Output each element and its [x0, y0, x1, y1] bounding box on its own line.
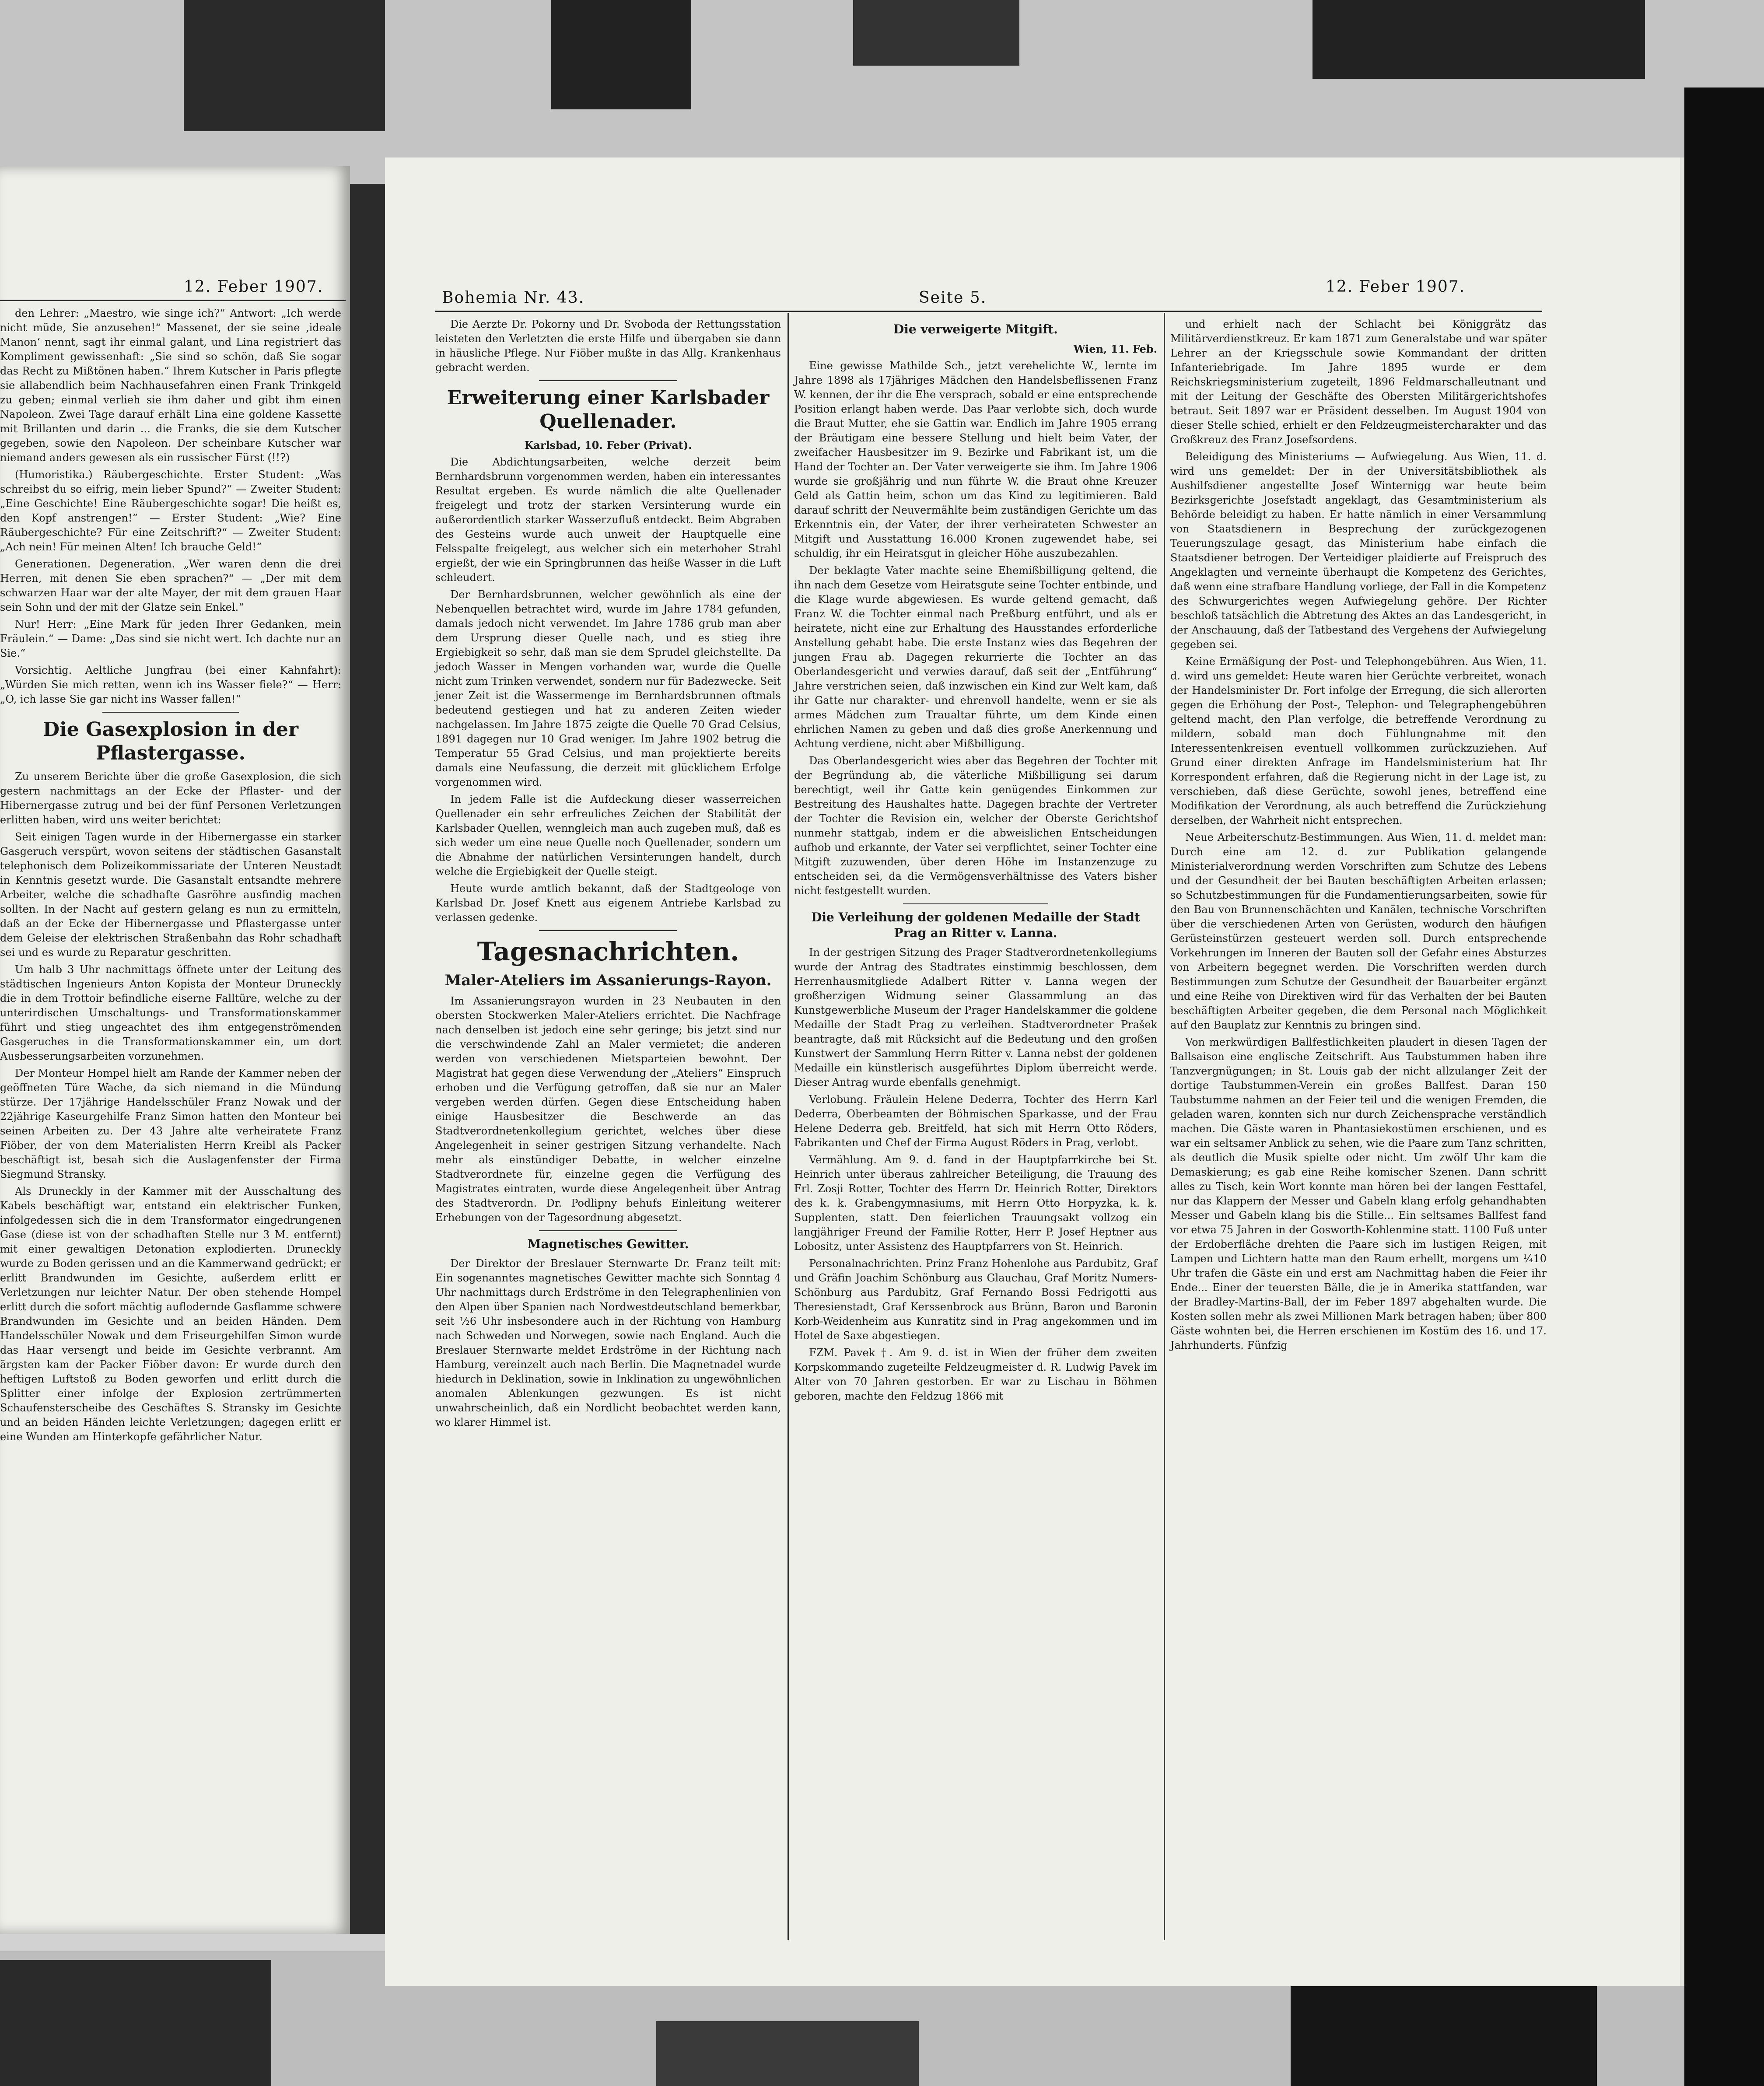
article-paragraph: Beleidigung des Ministeriums — Aufwiegelung. Aus Wien, 11. d. wird uns gemeldet: Der in der Universitätsbibliothek als Aushilfsdiener angestellte Josef Winternigg war heute beim Bezirksgerichte Josefstadt angeklagt, das Gesamtministerium als Behörde beleidigt zu haben. Er hatte nämlich in einer Versammlung von Staatsdienern in Besprechung der zurückgezogenen Teuerungszulage gesagt, das Ministerium habe einfach die Staatsdiener betrogen. Der Verteidiger plaidierte auf Freispruch des Angeklagten und verneinte überhaupt die Kompetenz des Gerichtes, daß wenn eine strafbare Handlung vorliege, der Fall in die Kompetenz des Schwurgerichtes wegen Aufwiegelung gehöre. Der Richter beschloß tatsächlich die Abtretung des Aktes an das Landesgericht, in der Anschauung, daß der Tatbestand des Vergehens der Aufwiegelung gegeben sei. — [1170, 451, 1547, 651]
article-paragraph: Der Direktor der Breslauer Sternwarte Dr. Franz teilt mit: Ein sogenanntes magnetisches Gewitter machte sich Sonntag 4 Uhr nachmittags durch Erdströme in den Telegraphenlinien von den Alpen über Spanien nach Nordwestdeutschland bemerkbar, seit ½6 Uhr insbesondere auch in der Richtung von Hamburg nach Schweden und Norwegen, sowie nach England. Auch die Breslauer Sternwarte meldet Erdströme in der Richtung nach Hamburg, vereinzelt auch nach Berlin. Die Magnetnadel wurde hiedurch in Deklination, sowie in Inklination zu ungewöhnlichen anomalen Ablenkungen gezwungen. Es ist nicht unwahrscheinlich, daß ein Nordlicht beobachtet werden kann, wo klarer Himmel ist. — [435, 1257, 781, 1428]
dark-background-patch — [184, 0, 385, 131]
article-paragraph: Der Bernhardsbrunnen, welcher gewöhnlich als eine der Nebenquellen betrachtet wird, wurde im Jahre 1784 gefunden, damals jedoch nicht verwendet. Im Jahre 1786 grub man aber dem Ursprung dieser Quelle nach, und es stieg ihre Ergiebigkeit so sehr, daß man sie dem Sprudel gleichstellte. Da jedoch Wasser in Mengen vorhanden war, wurde die Quelle nicht zum Trinken verwendet, sondern nur für Badezwecke. Seit jener Zeit ist die Wassermenge im Bernhardsbrunnen oftmals bedeutend gestiegen und hat zu anderen Zeiten wieder nachgelassen. Im Jahre 1875 zeigte die Quelle 70 Grad Celsius, 1891 dagegen nur 10 Grad weniger. Im Jahre 1902 betrug die Temperatur 55 Grad Celsius, und man projektierte bereits damals eine Neufassung, die derzeit mit glücklichem Erfolge vorgenommen wird. — [435, 588, 781, 788]
article-paragraph: Generationen. Degeneration. „Wer waren denn die drei Herren, mit denen Sie eben sprachen?“ — „Der mit dem schwarzen Haar war der alte Mayer, der mit dem grauen Haar sein Sohn und der mit der Glatze sein Enkel.“ — [0, 558, 341, 613]
article-paragraph: Eine gewisse Mathilde Sch., jetzt verehelichte W., lernte im Jahre 1898 als 17jähriges Mädchen den Handelsbeflissenen Franz W. kennen, der ihr die Ehe versprach, sobald er eine entsprechende Position erlangt haben werde. Das Paar verlobte sich, doch wurde die Braut Mutter, ehe sie Gattin war. Endlich im Jahre 1905 errang der Bräutigam eine bessere Stellung und hielt beim Vater, der zweifacher Hausbesitzer im 9. Bezirke und Fabrikant ist, um die Hand der Tochter an. Der Vater verweigerte sie ihm. Im Jahre 1906 wurde sie großjährig und nun führte W. die Braut ohne Kreuzer Geld als Gattin heim, schon um das Kind zu legitimieren. Bald darauf schritt der Neuvermählte beim zuständigen Gerichte um das Erkenntnis ein, der Vater, der ihrer verheirateten Schwester an Mitgift und Ausstattung 16.000 Kronen zugewendet habe, sei schuldig, ihr ein Heiratsgut in gleicher Höhe auszubezahlen. — [794, 360, 1157, 560]
separator — [539, 1230, 677, 1231]
gewitter-title: Magnetisches Gewitter. — [527, 1237, 689, 1251]
article-paragraph: Der beklagte Vater machte seine Ehemißbilligung geltend, die ihn nach dem Gesetze vom Heiratsgute seine Tochter entbinde, und die Klage wurde abgewiesen. Es wurde geltend gemacht, daß Franz W. die Tochter einmal nach Preßburg entführt, und als er heiratete, nicht eine zur Erhaltung des Hausstandes erforderliche Anstellung gehabt habe. Die erste Instanz wies das Begehren der jungen Frau ab. Dagegen rekurrierte die Tochter an das Oberlandesgericht und verwies darauf, daß seit der „Entführung“ Jahre verstrichen seien, daß inzwischen ein Kind zur Welt kam, daß ihr Gatte nur charakter- und ehrenvoll handelte, wenn er sie als armes Mädchen zum Traualtar führte, um dem Kinde einen ehrlichen Namen zu geben und daß dies große Anerkennung und Achtung verdiene, nicht aber Mißbilligung. — [794, 564, 1157, 750]
dark-background-patch — [0, 1960, 271, 2086]
article-paragraph: Vermählung. Am 9. d. fand in der Hauptpfarrkirche bei St. Heinrich unter überaus zahlreicher Beteiligung, die Trauung des Frl. Zosji Rotter, Tochter des Herrn Dr. Heinrich Rotter, Direktors des k. k. Grabengymnasiums, mit Herrn Otto Horpyzka, k. k. Supplenten, statt. Den feierlichen Trauungsakt vollzog ein langjähriger Freund der Familie Rotter, Herr P. Josef Heptner aus Lobositz, unter Assistenz des Hauptpfarrers von St. Heinrich. — [794, 1154, 1157, 1253]
mitgift-title: Die verweigerte Mitgift. — [893, 322, 1058, 336]
paper-name: Bohemia Nr. 43. — [442, 289, 585, 307]
article-paragraph: Der Monteur Hompel hielt am Rande der Kammer neben der geöffneten Türe Wache, da sich niemand in die Mündung stürze. Der 17jährige Handelsschüler Franz Nowak und der 22jährige Kaseurgehilfe Franz Simon hatten den Monteur bei seinen Arbeiten zu. Der 43 Jahre alte verheiratete Franz Fiöber, der von dem Materialisten Herrn Kreibl als Packer beschäftigt ist, besah sich die Auslagenfenster der Firma Siegmund Stransky. — [0, 1067, 341, 1180]
maler-title: Maler-Ateliers im Assanierungs-Rayon. — [444, 972, 772, 989]
article-paragraph: Nur! Herr: „Eine Mark für jeden Ihrer Gedanken, mein Fräulein.“ — Dame: „Das sind sie nicht wert. Ich dachte nur an Sie.“ — [0, 618, 341, 659]
article-paragraph: Die Abdichtungsarbeiten, welche derzeit beim Bernhardsbrunn vorgenommen werden, haben ein interessantes Resultat ergeben. Es wurde nämlich die alte Quellenader freigelegt und trotz der starken Versinterung wurde ein außerordentlich starker Wasserzufluß entdeckt. Beim Abgraben des Gesteins wurde auch unweit der Hauptquelle eine Felsspalte freigelegt, aus welcher sich ein meterhoher Strahl ergießt, der wie ein Springbrunnen das heiße Wasser in die Luft schleudert. — [435, 456, 781, 584]
article-paragraph: Heute wurde amtlich bekannt, daß der Stadtgeologe von Karlsbad Dr. Josef Knett aus eigenem Antriebe Karlsbad zu verlassen gedenke. — [435, 882, 781, 924]
separator — [539, 380, 677, 381]
page-number: Seite 5. — [919, 289, 987, 307]
dark-background-patch — [656, 2021, 919, 2086]
column-1 — [435, 317, 781, 1432]
main-page — [385, 158, 1680, 1986]
dateline: Wien, 11. Feb. — [1073, 343, 1157, 355]
dateline: Karlsbad, 10. Feber (Privat). — [524, 439, 692, 452]
article-paragraph: Verlobung. Fräulein Helene Dederra, Tochter des Herrn Karl Dederra, Oberbeamten der Böhmischen Sparkasse, und der Frau Helene Dederra geb. Breitfeld, hat sich mit Herrn Otto Röders, Fabrikanten und Chef der Firma August Röders in Prag, verlobt. — [794, 1093, 1157, 1149]
article-paragraph: FZM. Pavek †. Am 9. d. ist in Wien der früher dem zweiten Korpskommando zugeteilte Feldzeugmeister d. R. Ludwig Pavek im Alter von 70 Jahren gestorben. Er war zu Lischau in Böhmen geboren, machte den Feldzug 1866 mit — [794, 1347, 1157, 1402]
medaille-title: Die Verleihung der goldenen Medaille der Stadt Prag an Ritter v. Lanna. — [811, 910, 1140, 940]
dark-background-patch — [551, 0, 691, 109]
article-paragraph: Personalnachrichten. Prinz Franz Hohenlohe aus Pardubitz, Graf und Gräfin Joachim Schönburg aus Glauchau, Graf Moritz Numers-Schönburg aus Pardubitz, Graf Fernando Bossi Fedrigotti aus Theresienstadt, Graf Kerssenbrock aus Brünn, Baron und Baronin Korb-Weidenheim aus Kunratitz sind in Prag angekommen und im Hotel de Saxe abgestiegen. — [794, 1257, 1157, 1342]
left-page-column — [0, 306, 341, 1447]
column-divider — [1164, 313, 1165, 1940]
article-paragraph: Um halb 3 Uhr nachmittags öffnete unter der Leitung des städtischen Ingenieurs Anton Kopista der Monteur Druneckly die in dem Trottoir befindliche eiserne Falltüre, welche zu der unterirdischen Umschaltungs- und Transformationskammer führt und stieg ungeachtet des ihm entgegenströmenden Gasgeruches in die Transformationskammer ein, um dort Ausbesserungsarbeiten vorzunehmen. — [0, 963, 341, 1062]
article-paragraph: Seit einigen Tagen wurde in der Hibernergasse ein starker Gasgeruch verspürt, wovon seitens der städtischen Gasanstalt telephonisch dem Polizeikommissariate der Unteren Neustadt in Kenntnis gesetzt wurde. Die Gasanstalt entsandte mehrere Arbeiter, welche die schadhafte Gasröhre ausfindig machen sollten. In der Nacht auf gestern gelang es nun zu ermitteln, daß an der Ecke der Hibernergasse und Pflastergasse unter dem Geleise der elektrischen Straßenbahn das Rohr schadhaft sei und es wurde zu Reparatur geschritten. — [0, 831, 341, 959]
left-page-date: 12. Feber 1907. — [184, 278, 324, 296]
column-divider — [788, 313, 789, 1940]
header-rule — [0, 300, 346, 301]
article-paragraph: Vorsichtig. Aeltliche Jungfrau (bei einer Kahnfahrt): „Würden Sie mich retten, wenn ich ins Wasser fiele?“ — Herr: „O, ich lasse Sie gar nicht ins Wasser fallen!“ — [0, 664, 341, 705]
article-paragraph: Keine Ermäßigung der Post- und Telephongebühren. Aus Wien, 11. d. wird uns gemeldet: Heute waren hier Gerüchte verbreitet, wonach der Handelsminister Dr. Fort infolge der Erregung, die sich allerorten gegen die Erhöhung der Post-, Telephon- und Telegraphengebühren geltend macht, den Plan verfolge, die betreffende Verordnung zu mildern, sobald man doch Fühlungnahme mit den Interessentenkreisen eventuell vollkommen zurückzuziehen. Auf Grund einer direkten Anfrage im Handelsministerium hat Ihr Korrespondent erfahren, daß die Regierung nicht in der Lage ist, zu verschieben, daß diese Gerüchte, sowohl jenes, betreffend eine Modifikation der Verordnung, als auch betreffend die Zurückziehung derselben, der Wahrheit nicht entsprechen. — [1170, 655, 1547, 826]
column-3 — [1170, 317, 1547, 1355]
separator — [903, 903, 1048, 904]
article-paragraph: den Lehrer: „Maestro, wie singe ich?“ Antwort: „Ich werde nicht müde, Sie anzusehen!“ Massenet, der sie seine ‚ideale Manon‘ nennt, sagt ihr einmal galant, und Lina registriert das Kompliment gewissenhaft: „Sie sind so schön, daß Sie sogar das Recht zu Mißtönen haben.“ Ihrem Kutscher in Paris pflegte sie allabendlich beim Nachhausefahren einen Frank Trinkgeld zu geben; einmal verlieh sie ihm daher und gibt ihm einen Napoleon. Zwei Tage darauf erhält Lina eine goldene Kassette mit Brillanten und darin ... die Franks, die sie dem Kutscher gegeben, sowie den Napoleon. Der scheinbare Kutscher war niemand anders gewesen als ein russischer Fürst (!!?) — [0, 307, 341, 464]
article-paragraph: Neue Arbeiterschutz-Bestimmungen. Aus Wien, 11. d. meldet man: Durch eine am 12. d. zur Publikation gelangende Ministerialverordnung werden Vorschriften zum Schutze des Lebens und der Gesundheit der bei Bauten beschäftigten Arbeiten erlassen; so Schutzbestimmungen für die Fundamentierungsarbeiten, sowie für den Bau von Brunnenschächten und Kanälen, technische Vorschriften über die verschiedenen Arten von Gerüsten, wodurch den häufigen Gerüsteinstürzen gesteuert werden soll. Durch entsprechende Vorkehrungen im Inneren der Bauten soll der Gefahr eines Absturzes von Arbeitern begegnet werden. Die Vorschriften werden durch Bestimmungen zum Schutze der Gesundheit der Bauarbeiter ergänzt und eine Reihe von Direktiven wird für das Verhalten der bei Bauten beschäftigten Arbeiter gegeben, die dem Personal nach Möglichkeit auf den Bauplatz zur Kenntnis zu bringen sind. — [1170, 831, 1547, 1031]
article-paragraph: Als Druneckly in der Kammer mit der Ausschaltung des Kabels beschäftigt war, entstand ein elektrischer Funken, infolgedessen sich die in dem Transformator eingedrungenen Gase (diese ist von der schadhaften Stelle nur 3 M. entfernt) mit einer gewaltigen Detonation explodierten. Druneckly wurde zu Boden gerissen und an die Kammerwand gedrückt; er erlitt Brandwunden im Gesichte, außerdem erlitt er Verletzungen nur leichter Natur. Der oben stehende Hompel erlitt durch die sofort mächtig auflodernde Gasflamme schwere Brandwunden im Gesichte und an beiden Händen. Dem Handelsschüler Nowak und dem Friseurgehilfen Simon wurde das Haar versengt und beide im Gesichte verbrannt. Am ärgsten kam der Packer Fiöber davon: Er wurde durch den heftigen Luftstoß zu Boden geworfen und erlitt durch die Splitter einer infolge der Explosion zertrümmerten Schaufensterscheibe des Geschäftes S. Stransky im Gesichte und an beiden Händen leichte Verletzungen; dagegen erlitt er eine Wunden am Hinterkopfe gefährlicher Natur. — [0, 1185, 341, 1443]
section-title: Tagesnachrichten. — [477, 937, 739, 966]
article-paragraph: Zu unserem Berichte über die große Gasexplosion, die sich gestern nachmittags an der Ecke der Pflaster- und der Hibernergasse zutrug und bei der fünf Personen Verletzungen erlitten haben, wird uns weiter berichtet: — [0, 770, 341, 826]
gas-article-title: Die Gasexplosion in der Pflastergasse. — [42, 718, 299, 764]
article-paragraph: In der gestrigen Sitzung des Prager Stadtverordnetenkollegiums wurde der Antrag des Stadtrates einstimmig beschlossen, dem Herrenhausmitgliede Adalbert Ritter v. Lanna wegen der großherzigen Widmung seiner Glassammlung an das Kunstgewerbliche Museum der Prager Handelskammer die goldene Medaille der Stadt Prag zu verleihen. Stadtverordneter Prašek beantragte, daß mit Rücksicht auf die Bedeutung und den großen Kunstwert der Sammlung Herrn Ritter v. Lanna nebst der goldenen Medaille ein künstlerisch ausgeführtes Diplom überreicht werde. Dieser Antrag wurde ebenfalls genehmigt. — [794, 946, 1157, 1088]
article-paragraph: Das Oberlandesgericht wies aber das Begehren der Tochter mit der Begründung ab, die väterliche Mißbilligung sei darum berechtigt, weil ihr Gatte kein genügendes Einkommen zur Bestreitung des Haushaltes hatte. Dagegen brachte der Vertreter der Tochter die Revision ein, welcher der Oberste Gerichtshof nunmehr stattgab, indem er die abweislichen Entscheidungen aufhob und erkannte, der Vater sei verpflichtet, seiner Tochter eine Mitgift zuzuwenden, über deren Höhe im Instanzenzuge zu entscheiden sei, da die Vermögensverhältnisse des Vaters bisher nicht festgestellt wurden. — [794, 755, 1157, 897]
article-paragraph: Von merkwürdigen Ballfestlichkeiten plaudert in diesen Tagen der Ballsaison eine englische Zeitschrift. Aus Taubstummen haben ihre Tanzvergnügungen; in St. Louis gab der nicht allzulanger Zeit der dortige Taubstummen-Verein ein großes Ballfest. Daran 150 Taubstumme nahmen an der Feier teil und die wenigen Fremden, die geladen waren, konnten sich nur durch Zeichensprache verständlich machen. Die Gäste waren in Phantasiekostümen erschienen, und es war ein seltsamer Anblick zu sehen, wie die Paare zum Tanz schritten, als deutlich die Musik spielte oder nicht. Um zwölf Uhr kam die Demaskierung; es gab eine Reihe komischer Szenen. Dann schritt alles zu Tisch, kein Wort konnte man hören bei der langen Festtafel, nur das Klappern der Messer und Gabeln klang erfolg gehandhabten Messer und Gabeln klang bis die Stille... Ein seltsames Ballfest fand vor etwa 75 Jahren in der Gosworth-Kohlenmine statt. 1100 Fuß unter der Erdoberfläche drehten die Paare sich im lustigen Reigen, mit Lampen und Lichtern hatte man den Raum erhellt, morgens um ¼10 Uhr trafen die Gäste ein und erst am Nachmittag haben die Feier ihr Ende... Einer der teuersten Bälle, die je in Amerika stattfanden, war der Bradley-Martins-Ball, der im Feber 1897 abgehalten wurde. Die Kosten sollen mehr als zwei Millionen Mark betragen haben; über 800 Gäste wohnten bei, die Herren erschienen im Kostüm des 16. und 17. Jahrhunderts. Fünfzig — [1170, 1036, 1547, 1351]
left-page — [0, 166, 350, 1934]
article-paragraph: und erhielt nach der Schlacht bei Königgrätz das Militärverdienstkreuz. Er kam 1871 zum Generalstabe und war später Lehrer an der Kriegsschule sowie Kommandant der dritten Infanteriebrigade. Im Jahre 1895 wurde er dem Reichskriegsministerium zugeteilt, 1896 Feldmarschalleutnant und mit der Leitung der Geschäfte des Obersten Militärgerichtshofes betraut. Seit 1897 war er Präsident desselben. Im August 1904 von dieser Stelle schied, erhielt er den Feldzeugmeistercharakter und das Großkreuz des Franz Josefsordens. — [1170, 318, 1547, 446]
article-paragraph: In jedem Falle ist die Aufdeckung dieser wasserreichen Quellenader ein sehr erfreuliches Zeichen der Stabilität der Karlsbader Quellen, wenngleich man auch zugeben muß, daß es sich weder um eine neue Quelle noch Quellenader, sondern um die Abnahme der natürlichen Versinterungen handelt, durch welche die Ergiebigkeit der Quelle steigt. — [435, 793, 781, 878]
separator — [539, 930, 677, 931]
book-cover-edge — [1684, 88, 1764, 2086]
separator — [102, 712, 239, 713]
book-spine — [350, 184, 389, 1934]
article-paragraph: Im Assanierungsrayon wurden in 23 Neubauten in den obersten Stockwerken Maler-Ateliers errichtet. Die Nachfrage nach denselben ist jedoch eine sehr geringe; bis jetzt sind nur die verschwindende Zahl an Maler vermietet; die anderen werden von verschiedenen Mietsparteien bewohnt. Der Magistrat hat gegen diese Verwendung der „Ateliers“ Einspruch erhoben und die Verfügung getroffen, daß sie nur an Maler vergeben werden dürfen. Gegen diese Entscheidung haben einige Hausbesitzer die Beschwerde an das Stadtverordnetenkollegium gerichtet, welches über diese Angelegenheit in seiner gestrigen Sitzung verhandelte. Nach mehr als einstündiger Debatte, in welcher einzelne Stadtverordnete für, einzelne gegen die Verfügung des Magistrates eintraten, wurde diese Angelegenheit über Antrag des Stadtverordn. Dr. Podlipny behufs Einleitung weiterer Erhebungen von der Tagesordnung abgesetzt. — [435, 995, 781, 1224]
column-2 — [794, 317, 1157, 1406]
header-rule — [435, 311, 1542, 312]
article-paragraph: (Humoristika.) Räubergeschichte. Erster Student: „Was schreibst du so eifrig, mein lieber Spund?“ — Zweiter Student: „Eine Geschichte! Eine Räubergeschichte sogar! Die heißt es, den Kopf anstrengen!“ — Erster Student: „Wie? Eine Räubergeschichte? Für eine Zeitschrift?“ — Zweiter Student: „Ach nein! Für meinen Alten! Ich brauche Geld!“ — [0, 469, 341, 553]
dark-background-patch — [853, 0, 1019, 66]
header-date: 12. Feber 1907. — [1326, 278, 1466, 296]
dark-background-patch — [1312, 0, 1645, 79]
karlsbad-title: Erweiterung einer Karlsbader Quellenader. — [447, 387, 770, 433]
article-paragraph: Die Aerzte Dr. Pokorny und Dr. Svoboda der Rettungsstation leisteten den Verletzten die erste Hilfe und übergaben sie dann in häusliche Pflege. Nur Fiöber mußte in das Allg. Krankenhaus gebracht werden. — [435, 318, 781, 374]
